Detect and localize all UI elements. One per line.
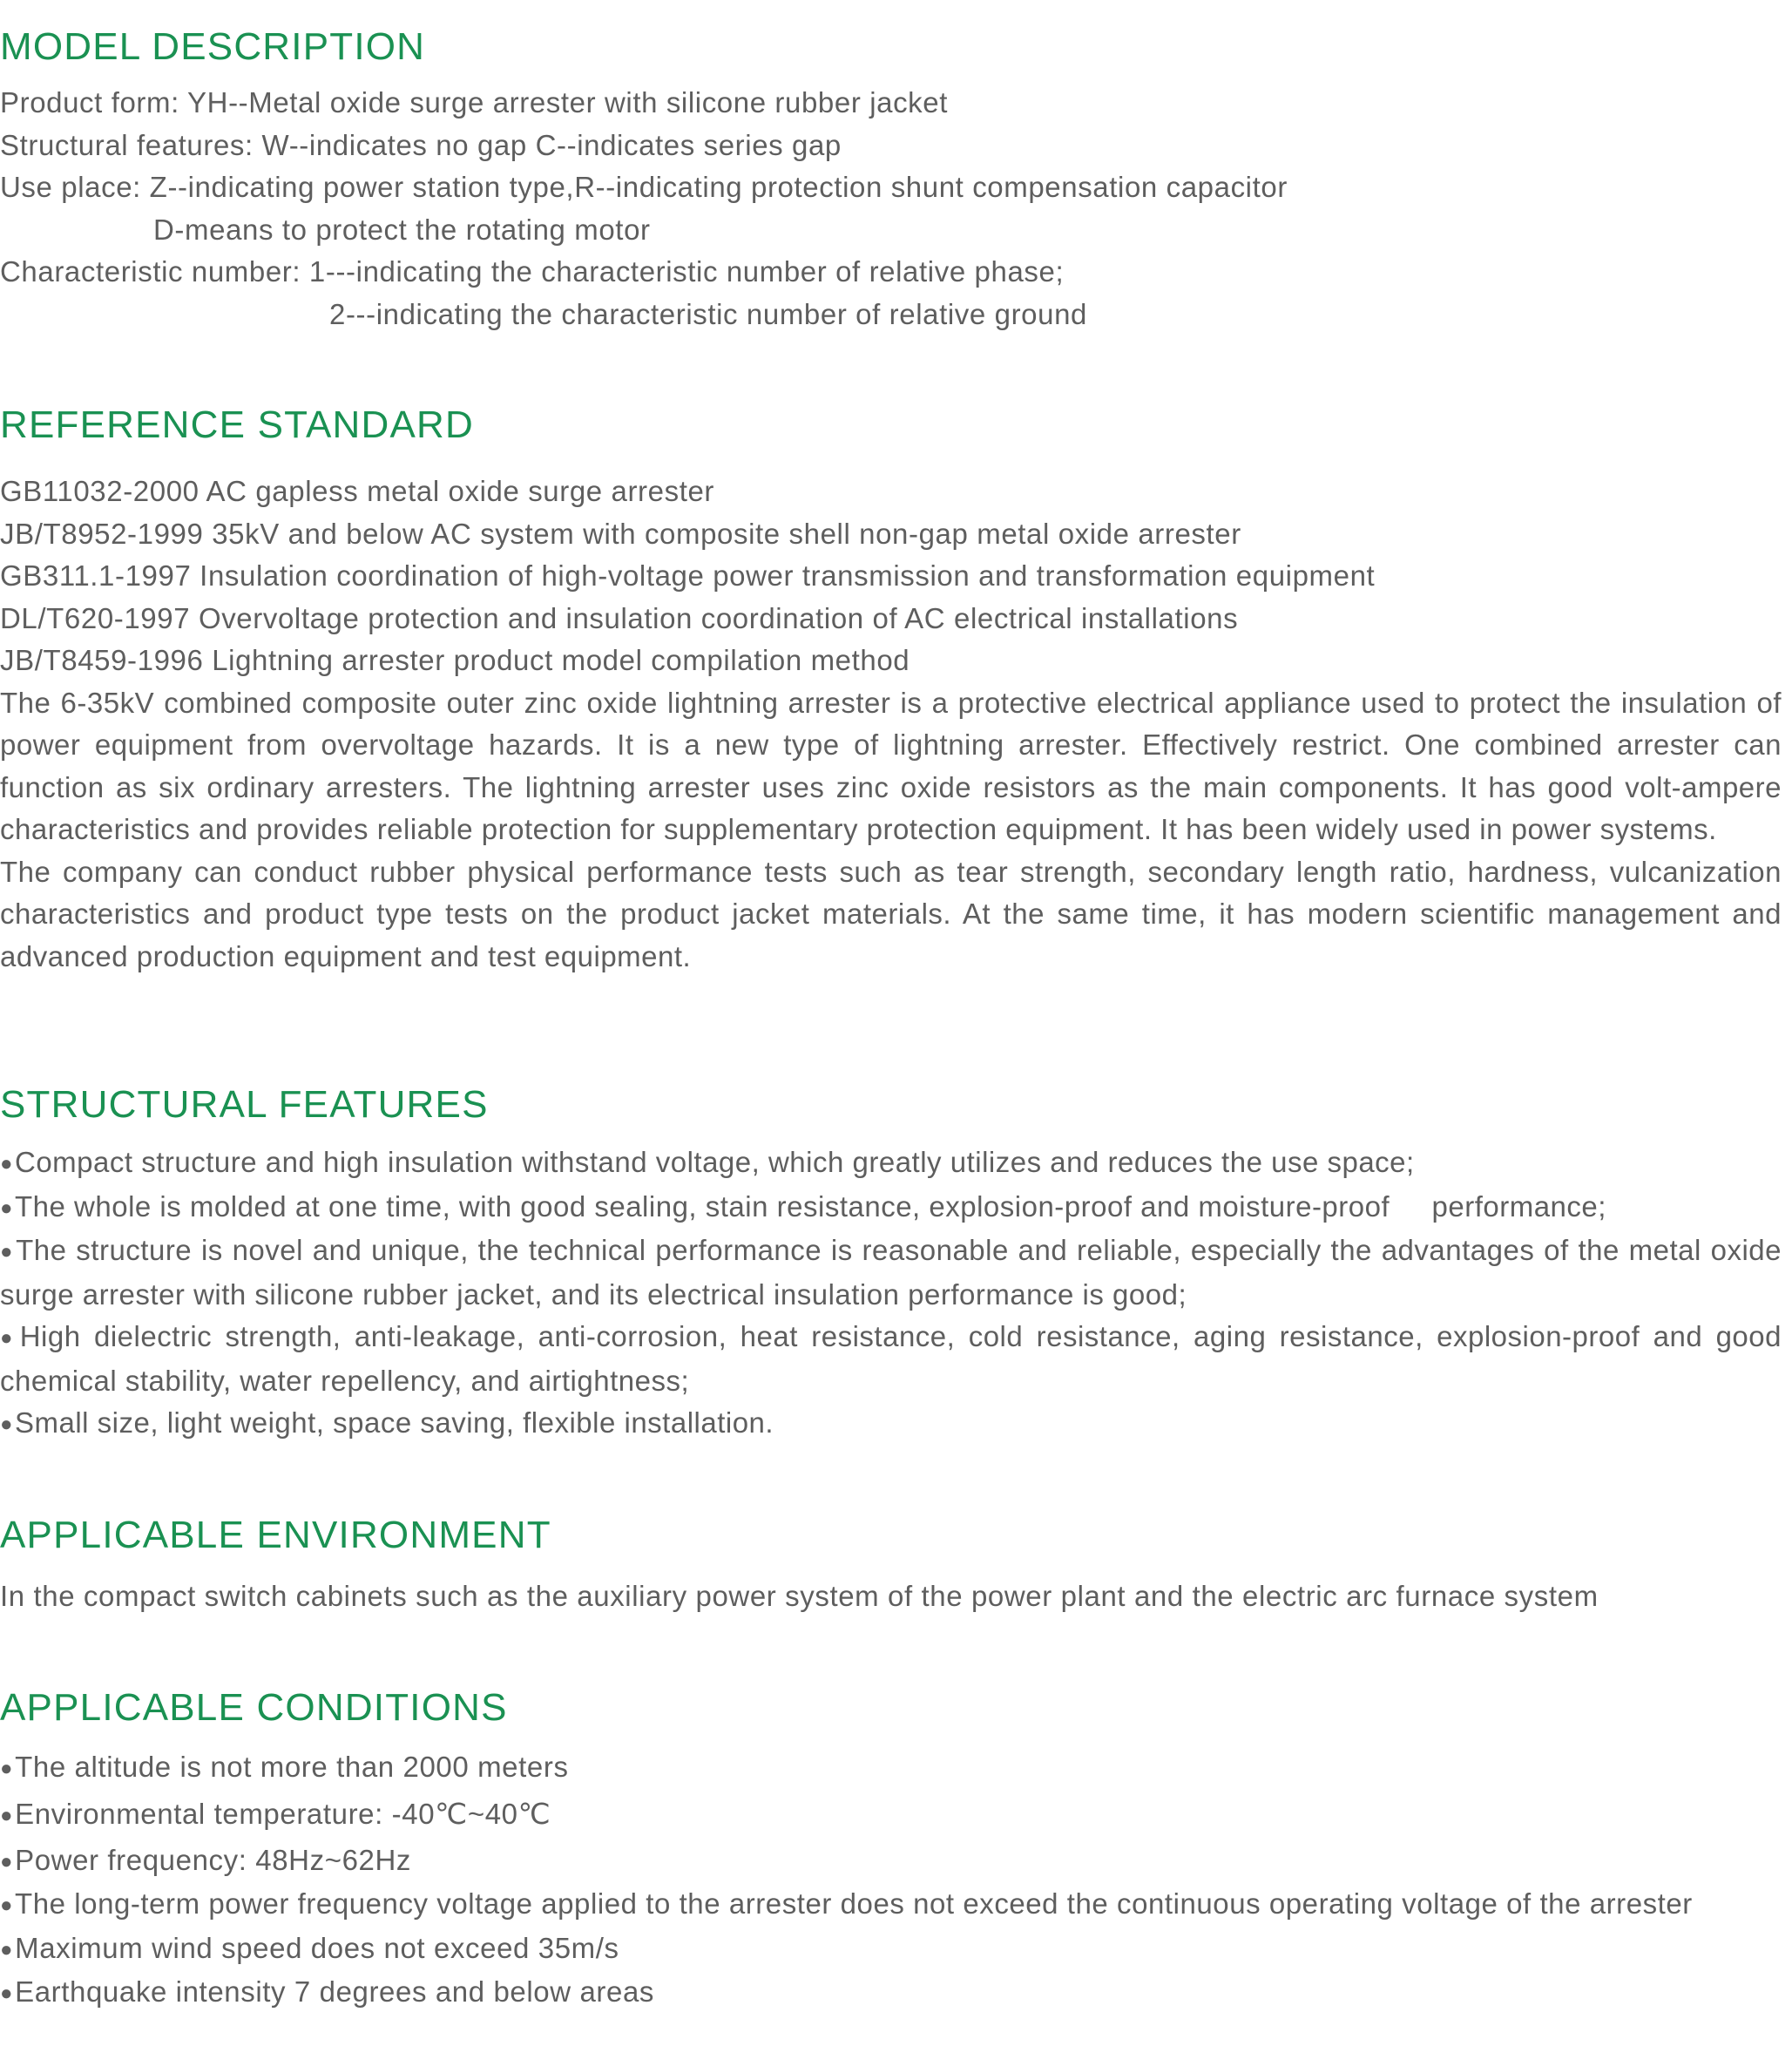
text-line: Characteristic number: 1---indicating the characteristic number of relative phase; — [0, 255, 1065, 288]
description-paragraph: The company can conduct rubber physical performance tests such as tear strength, secondary length ratio, hardness, vulcanization characteristics and product type tests on the product jacket materials. At the same time, it has modern scientific management and advanced production equipment and test equipment. — [0, 855, 1782, 972]
bullet-icon: ● — [0, 1240, 15, 1264]
section-heading: MODEL DESCRIPTION — [0, 25, 426, 68]
feature-item — [0, 1230, 1782, 1316]
section-heading: REFERENCE STANDARD — [0, 403, 474, 446]
condition-text: Environmental temperature: -40℃~40℃ — [15, 1797, 551, 1830]
bullet-icon: ● — [0, 1803, 14, 1827]
feature-text: Compact structure and high insulation withstand voltage, which greatly utilizes and reduces the use space; — [15, 1146, 1415, 1178]
model-description-section — [0, 24, 1782, 335]
bullet-icon: ● — [0, 1849, 14, 1873]
condition-item — [0, 1927, 1782, 1972]
feature-item — [0, 1402, 1782, 1446]
text-line: Use place: Z--indicating power station type,R--indicating protection shunt compensation capacitor — [0, 171, 1288, 203]
section-heading: APPLICABLE ENVIRONMENT — [0, 1514, 551, 1556]
bullet-icon: ● — [0, 1326, 18, 1350]
bullet-icon: ● — [0, 1413, 13, 1436]
bullet-icon: ● — [0, 1937, 14, 1961]
feature-text: Small size, light weight, space saving, flexible installation. — [15, 1406, 774, 1439]
bullet-icon: ● — [0, 1757, 14, 1780]
bullet-icon: ● — [0, 1152, 13, 1175]
structural-features-section — [0, 1082, 1782, 1446]
bullet-icon: ● — [0, 1196, 13, 1220]
text-line: Structural features: W--indicates no gap C--indicates series gap — [0, 128, 842, 161]
feature-text: The whole is molded at one time, with good sealing, stain resistance, explosion-proof and moisture-proof performance; — [15, 1189, 1606, 1223]
condition-item — [0, 1971, 1782, 2016]
text-line: D-means to protect the rotating motor — [153, 213, 651, 246]
section-heading: STRUCTURAL FEATURES — [0, 1083, 489, 1126]
condition-item — [0, 1839, 1782, 1884]
feature-text: High dielectric strength, anti-leakage, anti-corrosion, heat resistance, cold resistance, aging resistance, explosion-proof and good chemical stability, water repellency, and airtightness; — [0, 1320, 1782, 1397]
environment-text: In the compact switch cabinets such as the auxiliary power system of the power plant and the electric arc furnace system — [0, 1580, 1599, 1612]
standard-line: GB311.1-1997 Insulation coordination of high-voltage power transmission and transformation equipment — [0, 559, 1376, 592]
condition-text: Earthquake intensity 7 degrees and below areas — [15, 1975, 655, 2008]
condition-item — [0, 1791, 1782, 1839]
condition-item — [0, 1883, 1782, 1927]
feature-item — [0, 1186, 1782, 1230]
section-heading: APPLICABLE CONDITIONS — [0, 1686, 508, 1729]
standard-line: GB11032-2000 AC gapless metal oxide surge arrester — [0, 475, 715, 507]
reference-standard-section — [0, 403, 1782, 978]
condition-text: Maximum wind speed does not exceed 35m/s — [15, 1931, 619, 1964]
applicable-conditions-section — [0, 1685, 1782, 2016]
standard-line: JB/T8952-1999 35kV and below AC system with composite shell non-gap metal oxide arrester — [0, 517, 1241, 550]
feature-item — [0, 1316, 1782, 1402]
text-line: 2---indicating the characteristic number of relative ground — [329, 297, 1087, 330]
condition-text: The long-term power frequency voltage applied to the arrester does not exceed the continuous operating voltage of the arrester — [15, 1887, 1693, 1920]
text-line: Product form: YH--Metal oxide surge arrester with silicone rubber jacket — [0, 86, 949, 119]
condition-text: The altitude is not more than 2000 meters — [15, 1751, 569, 1783]
feature-item — [0, 1142, 1782, 1186]
description-paragraph: The 6-35kV combined composite outer zinc oxide lightning arrester is a protective electrical appliance used to protect the insulation of power equipment from overvoltage hazards. It is a new type of lightning arrester. Effectively restrict. One combined arrester can function as six ordinary arresters. The lightning arrester uses zinc oxide resistors as the main components. It has good volt-ampere characteristics and provides reliable protection for supplementary protection equipment. It has been widely used in power systems. — [0, 686, 1782, 845]
standard-line: DL/T620-1997 Overvoltage protection and insulation coordination of AC electrical installations — [0, 601, 1239, 634]
bullet-icon: ● — [0, 1894, 14, 1917]
bullet-icon: ● — [0, 1982, 14, 2005]
standard-line: JB/T8459-1996 Lightning arrester product model compilation method — [0, 644, 910, 676]
condition-item — [0, 1746, 1782, 1791]
applicable-environment-section — [0, 1513, 1782, 1618]
condition-text: Power frequency: 48Hz~62Hz — [15, 1843, 412, 1876]
feature-text: The structure is novel and unique, the technical performance is reasonable and reliable, especially the advantages of the metal oxide surge arrester with silicone rubber jacket, and its electrical insulation performance is good; — [0, 1234, 1782, 1311]
